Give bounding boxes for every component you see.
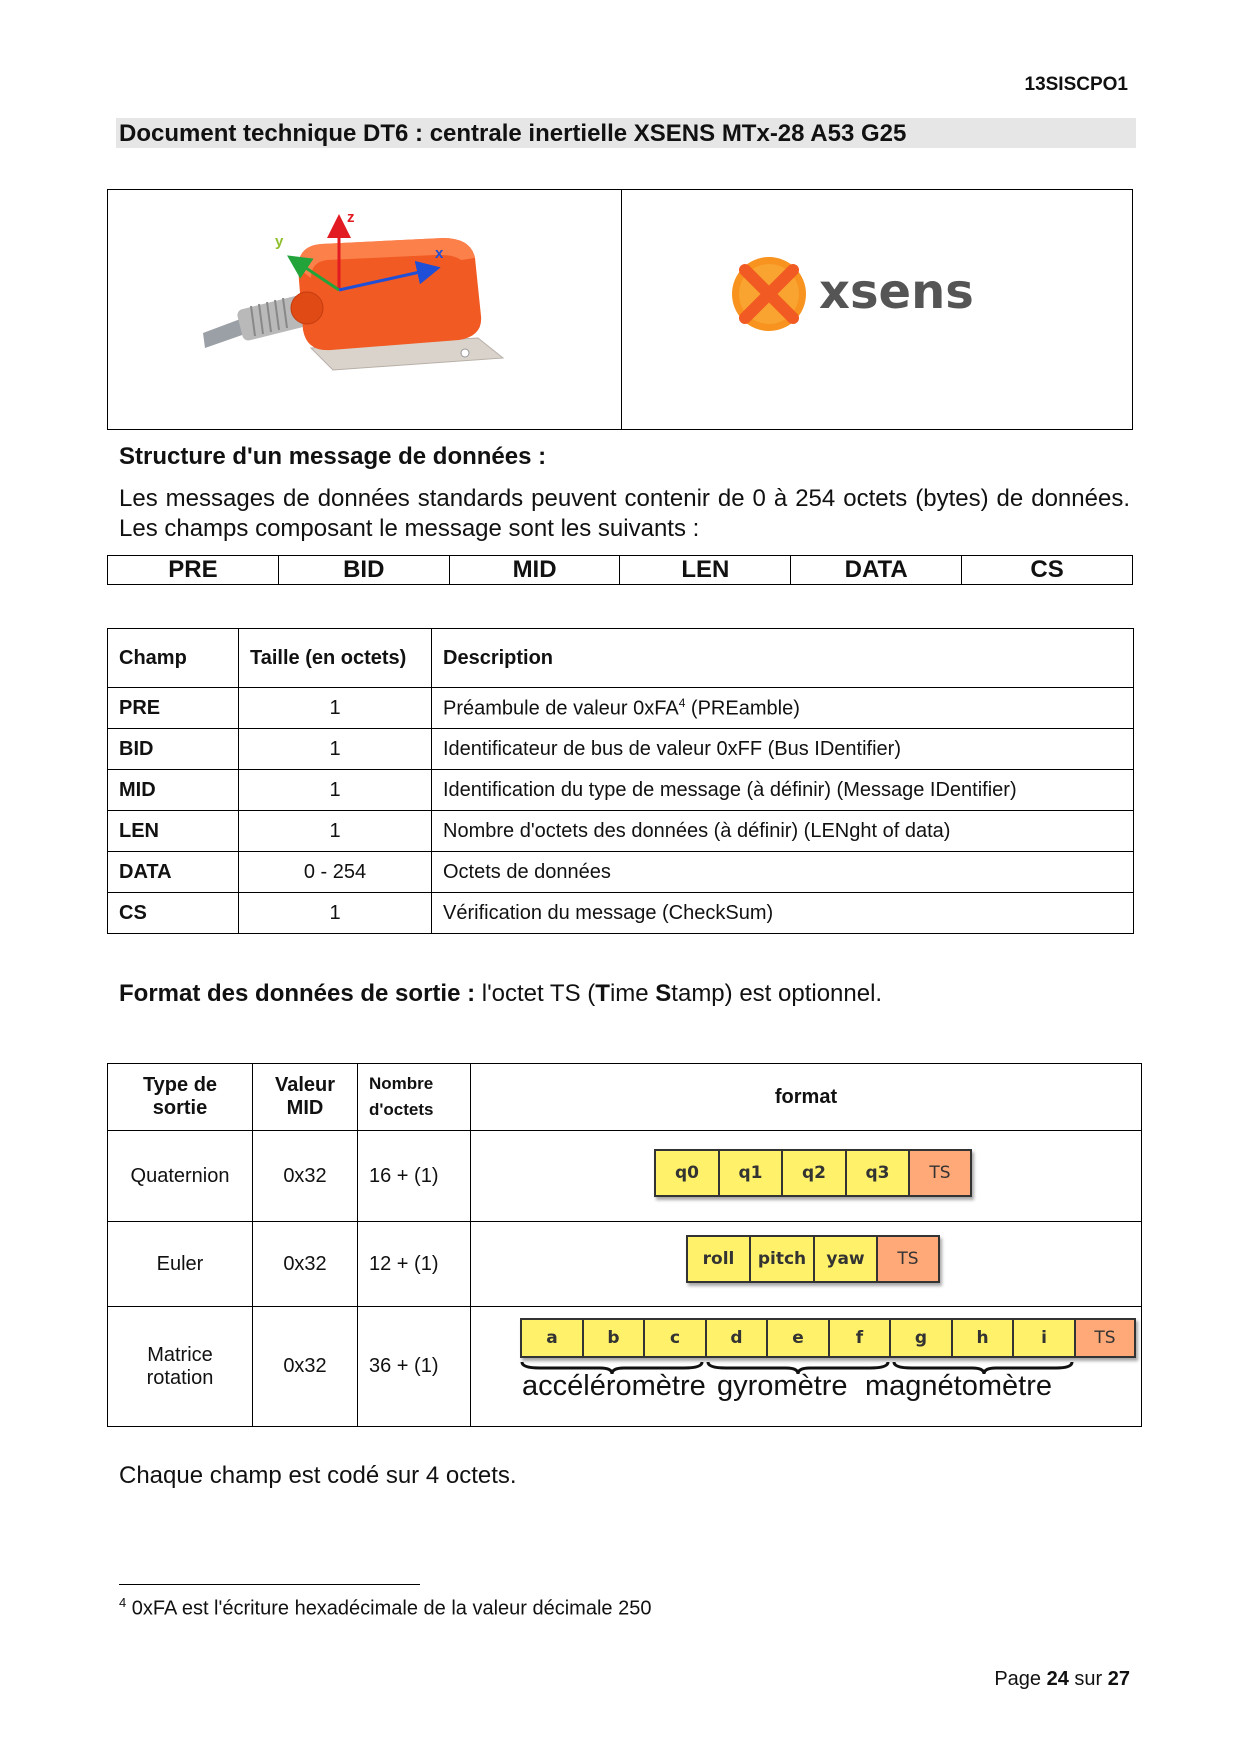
field-name: LEN [108,811,239,852]
document-title: Document technique DT6 : centrale inertielle XSENS MTx-28 A53 G25 [119,120,907,147]
field-name: CS [108,893,239,934]
byte-count: 36 + (1) [358,1307,471,1427]
sensor-illustration [203,198,533,398]
format-field-ts: TS [908,1149,972,1197]
footnote: $^4$ 0xFA est l'écriture hexadécimale de la valeur décimale 250 [119,1595,652,1620]
format-field: a [520,1318,582,1358]
format-field: b [582,1318,643,1358]
illustration-divider [621,190,622,429]
format-field: q0 [654,1149,718,1197]
table-row [108,893,1134,934]
field-size: 1 [239,770,432,811]
xsens-logo-icon [732,257,806,331]
document-code: 13SISCPO1 [1024,74,1128,95]
frame-field-cs: CS [1030,556,1064,583]
field-size: 1 [239,893,432,934]
format-cell [471,1222,1142,1307]
column-header: Description [432,629,1134,688]
field-size: 1 [239,688,432,729]
table-row [108,729,1134,770]
table-row [108,770,1134,811]
format-field: i [1012,1318,1074,1358]
format-field: q2 [781,1149,845,1197]
field-description: Nombre d'octets des données (à définir) (LENght of data) [432,811,1134,852]
column-header: Taille (en octets) [239,629,432,688]
column-header: Type de sortie [108,1064,253,1131]
field-name: DATA [108,852,239,893]
table-row [108,1131,1142,1222]
format-field: g [889,1318,951,1358]
output-format-table [107,1063,1142,1427]
column-header: Champ [108,629,239,688]
field-size: 0 - 254 [239,852,432,893]
field-name: MID [108,770,239,811]
field-size: 1 [239,811,432,852]
frame-field-pre: PRE [108,556,279,584]
document-title-bar [116,118,1136,148]
frame-field-bid: BID [279,556,450,584]
mid-value: 0x32 [253,1222,358,1307]
axis-z-label: z [347,209,355,226]
column-header: Nombre d'octets [358,1064,471,1131]
frame-field-data: DATA [791,556,962,584]
format-heading: Format des données de sortie : l'octet TS (Time Stamp) est optionnel. [119,980,883,1007]
group-label-accelerometer: accéléromètre [522,1370,706,1402]
group-label-magnetometer: magnétomètre [865,1370,1052,1402]
format-field: d [705,1318,766,1358]
table-header-row [108,1064,1142,1131]
output-type: Matrice rotation [108,1307,253,1427]
format-field: f [828,1318,889,1358]
xsens-logo [731,256,1031,346]
axis-x-label: x [435,245,444,262]
rotation-matrix-format-bar [520,1318,1136,1358]
table-header-row [108,629,1134,688]
field-description: Octets de données [432,852,1134,893]
frame-field-len: LEN [620,556,791,584]
format-field: q3 [845,1149,908,1197]
illustration-table [107,189,1133,430]
format-field: yaw [813,1235,876,1283]
byte-count: 16 + (1) [358,1131,471,1222]
quaternion-format-bar [654,1149,972,1197]
table-row [108,1307,1142,1427]
format-field: roll [686,1235,749,1283]
table-row [108,688,1134,729]
column-header: Valeur MID [253,1064,358,1131]
format-cell [471,1307,1142,1427]
format-field: e [766,1318,828,1358]
format-field-ts: TS [1074,1318,1136,1358]
format-cell [471,1131,1142,1222]
footnote-separator [119,1584,420,1585]
structure-heading: Structure d'un message de données : [119,443,547,470]
mid-value: 0x32 [253,1307,358,1427]
format-field: c [643,1318,705,1358]
field-size-note: Chaque champ est codé sur 4 octets. [119,1462,517,1489]
field-description: Identificateur de bus de valeur 0xFF (Bus IDentifier) [432,729,1134,770]
field-size: 1 [239,729,432,770]
column-header: format [471,1064,1142,1131]
message-frame [107,555,1133,585]
table-row [108,811,1134,852]
format-field: h [951,1318,1012,1358]
format-field: q1 [718,1149,781,1197]
group-label-gyrometer: gyromètre [717,1370,848,1402]
format-field: pitch [749,1235,813,1283]
field-name: BID [108,729,239,770]
footnote-ref: 4 [678,695,686,710]
field-name: PRE [108,688,239,729]
output-type: Quaternion [108,1131,253,1222]
fields-table [107,628,1134,934]
xsens-logo-text: xsens [819,264,974,320]
field-description: Identification du type de message (à définir) (Message IDentifier) [432,770,1134,811]
frame-field-mid: MID [450,556,621,584]
euler-format-bar [686,1235,940,1283]
mid-value: 0x32 [253,1131,358,1222]
table-row [108,852,1134,893]
structure-paragraph: Les messages de données standards peuvent contenir de 0 à 254 octets (bytes) de données. Les champs composant le message sont les suivants : [119,485,1130,542]
byte-count: 12 + (1) [358,1222,471,1307]
field-description: Vérification du message (CheckSum) [432,893,1134,934]
table-row [108,1222,1142,1307]
axis-y-label: y [275,233,284,250]
page-number: Page 24 sur 27 [994,1668,1130,1690]
format-field-ts: TS [876,1235,940,1283]
output-type: Euler [108,1222,253,1307]
field-description: Préambule de valeur 0xFA$^4$ (PREamble) [432,688,1134,729]
